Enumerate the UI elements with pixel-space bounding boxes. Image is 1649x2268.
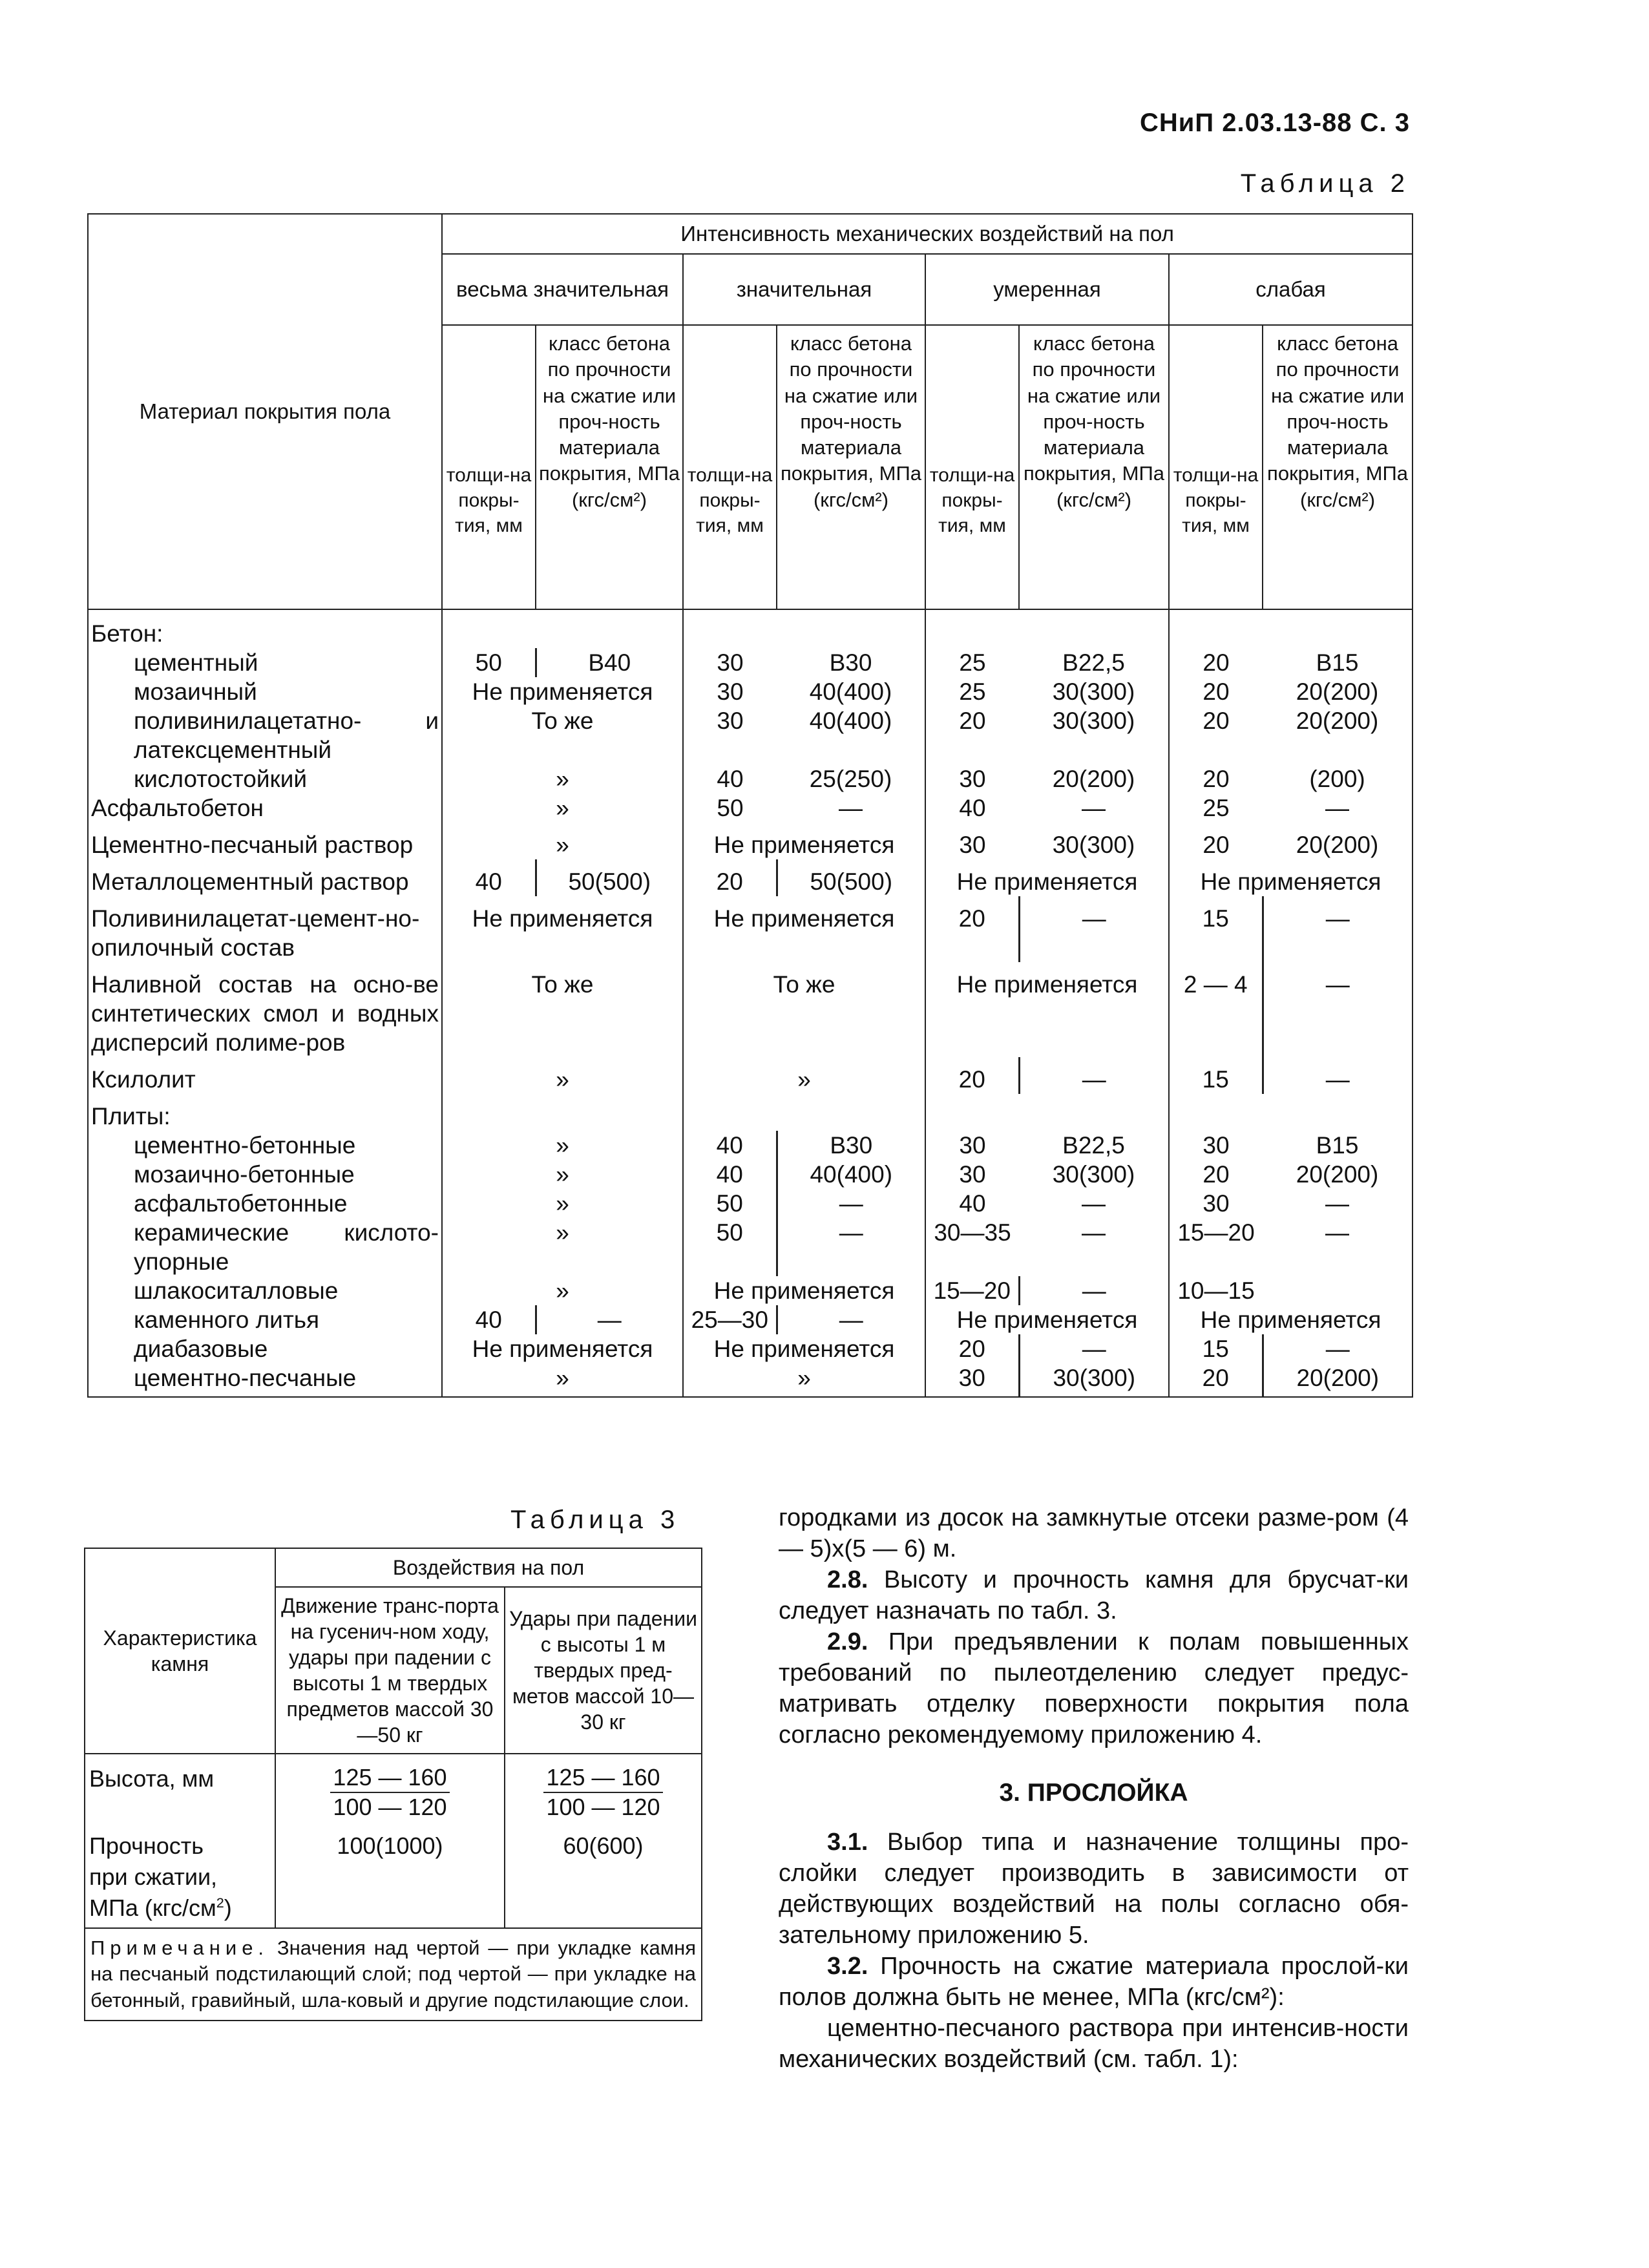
- value-cell: 20: [925, 1334, 1019, 1363]
- paragraph-text: Прочность на сжатие материала прослой-ки полов должна быть не менее, МПа (кгс/см²):: [779, 1953, 1409, 2011]
- value-cell: —: [1263, 1057, 1413, 1094]
- value-cell: 30: [925, 1160, 1019, 1189]
- table2-caption: Таблица 2: [1240, 169, 1410, 198]
- value-cell: Не применяется: [683, 1334, 925, 1363]
- paragraph-3-2: [779, 1951, 1409, 2013]
- value-cell: 40: [925, 793, 1019, 823]
- impact-col2-header: Удары при падении с высоты 1 м твердых пред-метов массой 10—30 кг: [505, 1587, 702, 1754]
- table-row: [88, 1131, 1413, 1160]
- thickness-header: толщи-на покры-тия, мм: [1169, 325, 1263, 609]
- value-cell: 20: [1169, 706, 1263, 764]
- table-row: [88, 823, 1413, 859]
- material-cell: каменного литья: [88, 1305, 442, 1334]
- value-cell: 40: [442, 1305, 536, 1334]
- value-cell: »: [442, 823, 683, 859]
- paragraph: цементно-песчаного раствора при интенсив-ности механических воздействий (см. табл. 1):: [779, 2015, 1409, 2073]
- value-cell: 20(200): [1263, 1363, 1413, 1397]
- value-cell: —: [777, 1218, 925, 1276]
- value-cell: 40(400): [777, 1160, 925, 1189]
- value-cell: 20(200): [1263, 706, 1413, 764]
- value-cell: 50(500): [777, 859, 925, 896]
- level-header: слабая: [1169, 254, 1413, 325]
- value-cell: »: [442, 764, 683, 793]
- table-row: [88, 677, 1413, 706]
- value-cell: —: [777, 1189, 925, 1218]
- table-row: [88, 793, 1413, 823]
- thickness-header: толщи-на покры-тия, мм: [683, 325, 777, 609]
- value-cell: —: [777, 1305, 925, 1334]
- fraction-numerator: 125 — 160: [543, 1763, 662, 1793]
- value-cell: 20: [1169, 1363, 1263, 1397]
- thickness-header: толщи-на покры-тия, мм: [925, 325, 1019, 609]
- material-cell: мозаичный: [88, 677, 442, 706]
- table-row: [88, 1334, 1413, 1363]
- value-cell: В22,5: [1019, 648, 1169, 677]
- value-cell: 20: [683, 859, 777, 896]
- table-row: [88, 1160, 1413, 1189]
- fraction: [330, 1763, 449, 1822]
- class-header: класс бетона по прочности на сжатие или проч-ность материала покрытия, МПа (кгс/см²): [536, 325, 683, 609]
- value-cell: В30: [777, 648, 925, 677]
- value-cell: 30: [925, 764, 1019, 793]
- value-cell: В40: [536, 648, 683, 677]
- material-cell: кислотостойкий: [88, 764, 442, 793]
- value-cell: 30—35: [925, 1218, 1019, 1276]
- value-cell: 40: [925, 1189, 1019, 1218]
- value-cell: Не применяется: [1169, 1305, 1413, 1334]
- material-cell: диабазовые: [88, 1334, 442, 1363]
- fraction: [543, 1763, 662, 1822]
- value-cell: 40: [683, 764, 777, 793]
- value-cell: 30: [925, 823, 1019, 859]
- value-cell: —: [1019, 1057, 1169, 1094]
- value-cell: 25(250): [777, 764, 925, 793]
- characteristic-header: Характеристика камня: [85, 1548, 275, 1754]
- material-cell: асфальтобетонные: [88, 1189, 442, 1218]
- value-cell: То же: [442, 706, 683, 764]
- table-row: [88, 1276, 1413, 1305]
- table-3: [84, 1548, 702, 2021]
- strength-value-cell: 60(600): [505, 1827, 702, 1928]
- value-cell: Не применяется: [442, 1334, 683, 1363]
- value-cell: 25: [1169, 793, 1263, 823]
- value-cell: В15: [1263, 1131, 1413, 1160]
- value-cell: 20: [1169, 677, 1263, 706]
- height-value-cell: [275, 1754, 505, 1827]
- paragraph-text: Выбор типа и назначение толщины про-слойки следует производить в зависимости от действующих воздействий на полы согласно обя-зательному приложению 5.: [779, 1829, 1409, 1949]
- value-cell: Не применяется: [683, 823, 925, 859]
- value-cell: 40(400): [777, 706, 925, 764]
- material-cell: цементный: [88, 648, 442, 677]
- value-cell: 30: [683, 648, 777, 677]
- value-cell: —: [536, 1305, 683, 1334]
- value-cell: —: [1019, 896, 1169, 962]
- value-cell: 50: [683, 1189, 777, 1218]
- value-cell: 50(500): [536, 859, 683, 896]
- value-cell: 30(300): [1019, 677, 1169, 706]
- table-row: [88, 764, 1413, 793]
- material-header: Материал покрытия пола: [88, 214, 442, 609]
- value-cell: 50: [683, 1218, 777, 1276]
- value-cell: 50: [683, 793, 777, 823]
- value-cell: 20: [925, 896, 1019, 962]
- class-header: класс бетона по прочности на сжатие или проч-ность материала покрытия, МПа (кгс/см²): [1263, 325, 1413, 609]
- value-cell: »: [442, 1131, 683, 1160]
- value-cell: 40(400): [777, 677, 925, 706]
- value-cell: 20(200): [1263, 677, 1413, 706]
- value-cell: 20: [1169, 1160, 1263, 1189]
- value-cell: —: [1263, 1334, 1413, 1363]
- value-cell: 15—20: [1169, 1218, 1263, 1276]
- table-row: [88, 609, 1413, 648]
- right-column-text: [779, 1502, 1409, 2075]
- page-header: СНиП 2.03.13-88 С. 3: [1140, 109, 1410, 137]
- value-cell: »: [442, 1363, 683, 1397]
- height-value-cell: [505, 1754, 702, 1827]
- material-cell: Бетон:: [88, 609, 442, 648]
- intensity-header: Интенсивность механических воздействий на пол: [442, 214, 1413, 254]
- value-cell: 20: [1169, 648, 1263, 677]
- clause-number: 2.8.: [827, 1566, 868, 1593]
- value-cell: 10—15: [1169, 1276, 1263, 1305]
- value-cell: То же: [683, 962, 925, 1057]
- table-row: [88, 1094, 1413, 1131]
- value-cell: 30: [1169, 1189, 1263, 1218]
- value-cell: 20(200): [1263, 1160, 1413, 1189]
- value-cell: 20(200): [1263, 823, 1413, 859]
- value-cell: 20(200): [1019, 764, 1169, 793]
- fraction-denominator: 100 — 120: [333, 1794, 447, 1820]
- clause-number: 3.1.: [827, 1829, 868, 1856]
- value-cell: —: [1263, 1218, 1413, 1276]
- value-cell: 15—20: [925, 1276, 1019, 1305]
- value-cell: »: [442, 1218, 683, 1276]
- value-cell: —: [1019, 793, 1169, 823]
- level-header: весьма значительная: [442, 254, 683, 325]
- value-cell: В15: [1263, 648, 1413, 677]
- table-row: [88, 1363, 1413, 1397]
- value-cell: 15: [1169, 1334, 1263, 1363]
- material-cell: мозаично-бетонные: [88, 1160, 442, 1189]
- material-cell: Наливной состав на осно-ве синтетических смол и водных дисперсий полиме-ров: [88, 962, 442, 1057]
- value-cell: 25—30: [683, 1305, 777, 1334]
- impact-col1-header: Движение транс-порта на гусенич-ном ходу, удары при падении с высоты 1 м твердых предметов массой 30—50 кг: [275, 1587, 505, 1754]
- value-cell: Не применяется: [442, 896, 683, 962]
- value-cell: Не применяется: [925, 1305, 1169, 1334]
- value-cell: »: [442, 793, 683, 823]
- class-header: класс бетона по прочности на сжатие или проч-ность материала покрытия, МПа (кгс/см²): [1019, 325, 1169, 609]
- value-cell: 30(300): [1019, 823, 1169, 859]
- paragraph-text: При предъявлении к полам повышенных требований по пылеотделению следует предус-матривать отделку поверхности покрытия пола согласно рекомендуемому приложению 4.: [779, 1628, 1409, 1748]
- material-cell: поливинилацетатно- и латексцементный: [88, 706, 442, 764]
- value-cell: 20: [1169, 823, 1263, 859]
- table3-caption: Таблица 3: [510, 1506, 680, 1534]
- paragraph-2-9: [779, 1626, 1409, 1750]
- table-row: [88, 648, 1413, 677]
- value-cell: Не применяется: [442, 677, 683, 706]
- paragraph-3-1: [779, 1827, 1409, 1951]
- value-cell: 25: [925, 648, 1019, 677]
- fraction-denominator: 100 — 120: [546, 1794, 660, 1820]
- impacts-header: Воздействия на пол: [275, 1548, 702, 1587]
- value-cell: —: [1263, 962, 1413, 1057]
- value-cell: »: [683, 1057, 925, 1094]
- fraction-numerator: 125 — 160: [330, 1763, 449, 1793]
- value-cell: —: [1263, 1189, 1413, 1218]
- value-cell: —: [1263, 793, 1413, 823]
- value-cell: 40: [683, 1160, 777, 1189]
- table-row: [85, 1827, 702, 1928]
- value-cell: В22,5: [1019, 1131, 1169, 1160]
- table-row: [88, 1305, 1413, 1334]
- table-row: [88, 1218, 1413, 1276]
- value-cell: 20: [1169, 764, 1263, 793]
- value-cell: 40: [683, 1131, 777, 1160]
- value-cell: 30: [683, 706, 777, 764]
- value-cell: 30(300): [1019, 1363, 1169, 1397]
- value-cell: Не применяется: [1169, 859, 1413, 896]
- value-cell: 50: [442, 648, 536, 677]
- value-cell: 20: [925, 1057, 1019, 1094]
- value-cell: 30: [1169, 1131, 1263, 1160]
- class-header: класс бетона по прочности на сжатие или проч-ность материала покрытия, МПа (кгс/см²): [777, 325, 925, 609]
- material-cell: Асфальтобетон: [88, 793, 442, 823]
- table-row: [85, 1754, 702, 1827]
- table-row: [88, 1189, 1413, 1218]
- paragraph-2-8: [779, 1564, 1409, 1626]
- value-cell: 2 — 4: [1169, 962, 1263, 1057]
- value-cell: 30: [925, 1363, 1019, 1397]
- value-cell: —: [1263, 896, 1413, 962]
- value-cell: 20: [925, 706, 1019, 764]
- value-cell: »: [442, 1160, 683, 1189]
- value-cell: 30: [925, 1131, 1019, 1160]
- row-label: Высота, мм: [85, 1754, 275, 1827]
- table-row: [88, 859, 1413, 896]
- table3-note: [85, 1928, 702, 2021]
- material-cell: керамические кислото-упорные: [88, 1218, 442, 1276]
- value-cell: То же: [442, 962, 683, 1057]
- value-cell: —: [1019, 1218, 1169, 1276]
- table-row: [88, 1057, 1413, 1094]
- clause-number: 2.9.: [827, 1628, 868, 1655]
- value-cell: 30: [683, 677, 777, 706]
- value-cell: [1263, 1276, 1413, 1305]
- material-cell: Плиты:: [88, 1094, 442, 1131]
- value-cell: »: [442, 1057, 683, 1094]
- material-cell: Цементно-песчаный раствор: [88, 823, 442, 859]
- value-cell: —: [777, 793, 925, 823]
- thickness-header: толщи-на покры-тия, мм: [442, 325, 536, 609]
- paragraph: городками из досок на замкнутые отсеки разме-ром (4 — 5)х(5 — 6) м.: [779, 1504, 1409, 1562]
- value-cell: 30(300): [1019, 706, 1169, 764]
- value-cell: 15: [1169, 1057, 1263, 1094]
- material-cell: Ксилолит: [88, 1057, 442, 1094]
- value-cell: В30: [777, 1131, 925, 1160]
- value-cell: »: [683, 1363, 925, 1397]
- value-cell: Не применяется: [925, 859, 1169, 896]
- note-label: Примечание.: [90, 1937, 269, 1959]
- row-label: Прочность при сжатии, МПа $(кгс/см^2)$: [85, 1827, 275, 1928]
- material-cell: Поливинилацетат-цемент-но-опилочный состав: [88, 896, 442, 962]
- value-cell: »: [442, 1189, 683, 1218]
- strength-value-cell: 100(1000): [275, 1827, 505, 1928]
- material-cell: цементно-песчаные: [88, 1363, 442, 1397]
- value-cell: —: [1019, 1189, 1169, 1218]
- material-cell: цементно-бетонные: [88, 1131, 442, 1160]
- material-cell: шлакоситалловые: [88, 1276, 442, 1305]
- table-row: [88, 896, 1413, 962]
- value-cell: Не применяется: [683, 896, 925, 962]
- table-row: [88, 706, 1413, 764]
- table-2: [87, 213, 1413, 1398]
- value-cell: »: [442, 1276, 683, 1305]
- table-row: [88, 962, 1413, 1057]
- value-cell: 30(300): [1019, 1160, 1169, 1189]
- level-header: значительная: [683, 254, 925, 325]
- value-cell: 15: [1169, 896, 1263, 962]
- clause-number: 3.2.: [827, 1953, 868, 1980]
- value-cell: 40: [442, 859, 536, 896]
- value-cell: Не применяется: [683, 1276, 925, 1305]
- value-cell: (200): [1263, 764, 1413, 793]
- note-text: Значения над чертой — при укладке камня на песчаный подстилающий слой; под чертой — при укладке на бетонный, гравийный, шла-ковый и другие подстилающие слои.: [90, 1937, 697, 2011]
- material-cell: Металлоцементный раствор: [88, 859, 442, 896]
- paragraph-text: Высоту и прочность камня для брусчат-ки следует назначать по табл. 3.: [779, 1566, 1409, 1624]
- value-cell: —: [1019, 1276, 1169, 1305]
- section-heading: 3. ПРОСЛОЙКА: [999, 1779, 1188, 1807]
- value-cell: —: [1019, 1334, 1169, 1363]
- value-cell: 25: [925, 677, 1019, 706]
- value-cell: Не применяется: [925, 962, 1169, 1057]
- level-header: умеренная: [925, 254, 1169, 325]
